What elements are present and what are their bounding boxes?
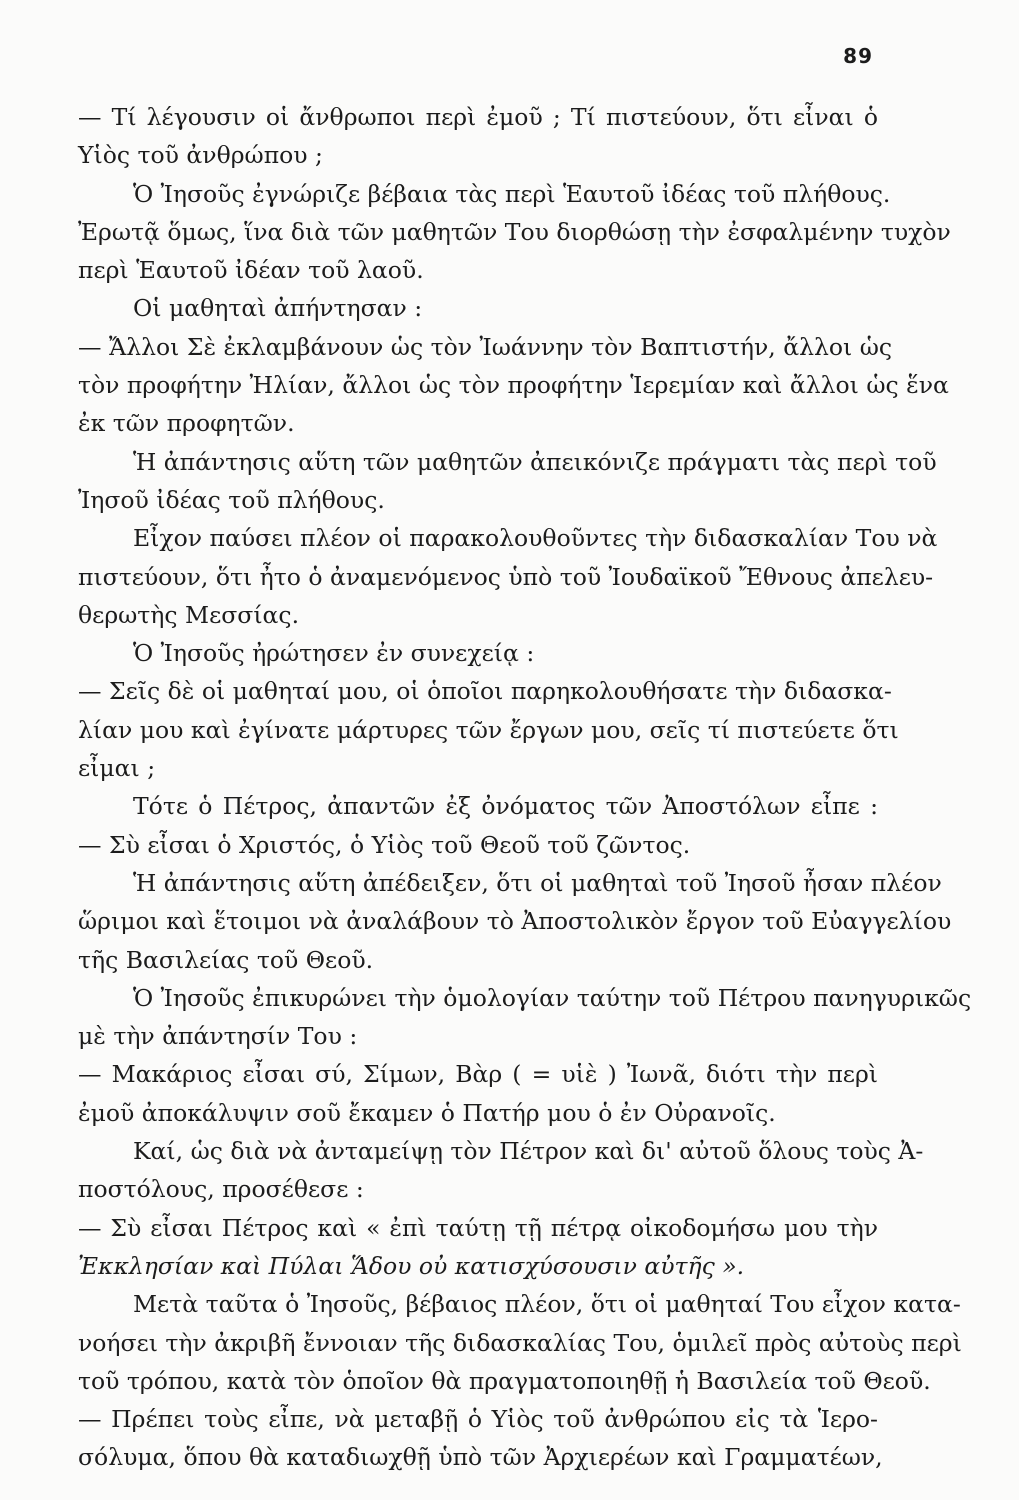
text-line: — Σεῖς δὲ οἱ μαθηταί μου, οἱ ὁποῖοι παρηκολουθήσατε τὴν διδασκα- bbox=[78, 677, 892, 706]
text-line: λίαν μου καὶ ἐγίνατε μάρτυρες τῶν ἔργων μου, σεῖς τί πιστεύετε ὅτι bbox=[78, 715, 899, 744]
text-line: Ἰησοῦ ἰδέας τοῦ πλήθους. bbox=[78, 485, 385, 514]
text-line: ὥριμοι καὶ ἕτοιμοι νὰ ἀναλάβουν τὸ Ἀποστολικὸν ἔργον τοῦ Εὐαγγελίου bbox=[78, 907, 952, 936]
text-line: — Μακάριος εἶσαι σύ, Σίμων, Βὰρ ( = υἱὲ ) Ἰωνᾶ, διότι τὴν περὶ bbox=[78, 1060, 878, 1089]
text-line: — Τί λέγουσιν οἱ ἄνθρωποι περὶ ἐμοῦ ; Τί πιστεύουν, ὅτι εἶναι ὁ bbox=[78, 103, 878, 131]
text-line: πιστεύουν, ὅτι ἦτο ὁ ἀναμενόμενος ὑπὸ τοῦ Ἰουδαϊκοῦ Ἔθνους ἀπελευ- bbox=[78, 562, 934, 591]
text-line: θερωτὴς Μεσσίας. bbox=[78, 600, 300, 629]
text-line: Εἶχον παύσει πλέον οἱ παρακολουθοῦντες τὴν διδασκαλίαν Του νὰ bbox=[133, 524, 938, 553]
text-line: Οἱ μαθηταὶ ἀπήντησαν : bbox=[133, 294, 423, 323]
text-line: τὸν προφήτην Ἠλίαν, ἄλλοι ὡς τὸν προφήτην Ἱερεμίαν καὶ ἄλλοι ὡς ἕνα bbox=[78, 371, 949, 400]
text-line: περὶ Ἑαυτοῦ ἰδέαν τοῦ λαοῦ. bbox=[78, 256, 424, 285]
text-line: Τότε ὁ Πέτρος, ἀπαντῶν ἐξ ὀνόματος τῶν Ἀποστόλων εἶπε : bbox=[133, 792, 878, 821]
text-line: — Ἄλλοι Σὲ ἐκλαμβάνουν ὡς τὸν Ἰωάννην τὸν Βαπτιστήν, ἄλλοι ὡς bbox=[78, 332, 893, 361]
text-line: — Πρέπει τοὺς εἶπε, νὰ μεταβῇ ὁ Υἱὸς τοῦ ἀνθρώπου εἰς τὰ Ἱερο- bbox=[78, 1405, 878, 1434]
text-line: — Σὺ εἶσαι ὁ Χριστός, ὁ Υἱὸς τοῦ Θεοῦ τοῦ ζῶντος. bbox=[78, 830, 691, 859]
text-line: Υἱὸς τοῦ ἀνθρώπου ; bbox=[78, 141, 323, 170]
text-line: Ὁ Ἰησοῦς ἐπικυρώνει τὴν ὁμολογίαν ταύτην τοῦ Πέτρου πανηγυρικῶς bbox=[133, 983, 972, 1012]
text-line: Καί, ὡς διὰ νὰ ἀνταμείψῃ τὸν Πέτρον καὶ δι' αὐτοῦ ὅλους τοὺς Ἀ- bbox=[133, 1137, 924, 1166]
text-line: Μετὰ ταῦτα ὁ Ἰησοῦς, βέβαιος πλέον, ὅτι οἱ μαθηταί Του εἶχον κατα- bbox=[133, 1290, 961, 1319]
body-text bbox=[78, 98, 972, 1477]
text-line: ἐκ τῶν προφητῶν. bbox=[78, 409, 295, 438]
page-number: 89 bbox=[843, 44, 873, 68]
text-line: τῆς Βασιλείας τοῦ Θεοῦ. bbox=[78, 945, 374, 974]
text-line: Ὁ Ἰησοῦς ἠρώτησεν ἐν συνεχείᾳ : bbox=[133, 639, 535, 668]
text-line: τοῦ τρόπου, κατὰ τὸν ὁποῖον θὰ πραγματοποιηθῇ ἡ Βασιλεία τοῦ Θεοῦ. bbox=[78, 1366, 931, 1395]
text-line: νοήσει τὴν ἀκριβῆ ἔννοιαν τῆς διδασκαλίας Του, ὁμιλεῖ πρὸς αὐτοὺς περὶ bbox=[78, 1328, 962, 1357]
text-line: Ἡ ἀπάντησις αὕτη ἀπέδειξεν, ὅτι οἱ μαθηταὶ τοῦ Ἰησοῦ ἦσαν πλέον bbox=[133, 868, 942, 897]
text-line: εἶμαι ; bbox=[78, 754, 156, 783]
text-line: σόλυμα, ὅπου θὰ καταδιωχθῇ ὑπὸ τῶν Ἀρχιερέων καὶ Γραμματέων, bbox=[78, 1443, 883, 1472]
text-line: Ὁ Ἰησοῦς ἐγνώριζε βέβαια τὰς περὶ Ἑαυτοῦ ἰδέας τοῦ πλήθους. bbox=[133, 179, 891, 208]
text-line: ἐμοῦ ἀποκάλυψιν σοῦ ἔκαμεν ὁ Πατήρ μου ὁ ἐν Οὐρανοῖς. bbox=[78, 1098, 776, 1127]
text-line: μὲ τὴν ἀπάντησίν Του : bbox=[78, 1022, 358, 1051]
text-line: Ἡ ἀπάντησις αὕτη τῶν μαθητῶν ἀπεικόνιζε πράγματι τὰς περὶ τοῦ bbox=[133, 447, 937, 476]
text-line: ποστόλους, προσέθεσε : bbox=[78, 1175, 364, 1204]
text-line: — Σὺ εἶσαι Πέτρος καὶ « ἐπὶ ταύτῃ τῇ πέτρᾳ οἰκοδομήσω μου τὴν bbox=[78, 1213, 878, 1242]
text-line: Ἐκκλησίαν καὶ Πύλαι Ἅδου οὐ κατισχύσουσιν αὐτῆς ». bbox=[78, 1251, 745, 1280]
text-line: Ἐρωτᾷ ὅμως, ἵνα διὰ τῶν μαθητῶν Του διορθώσῃ τὴν ἐσφαλμένην τυχὸν bbox=[78, 217, 951, 246]
